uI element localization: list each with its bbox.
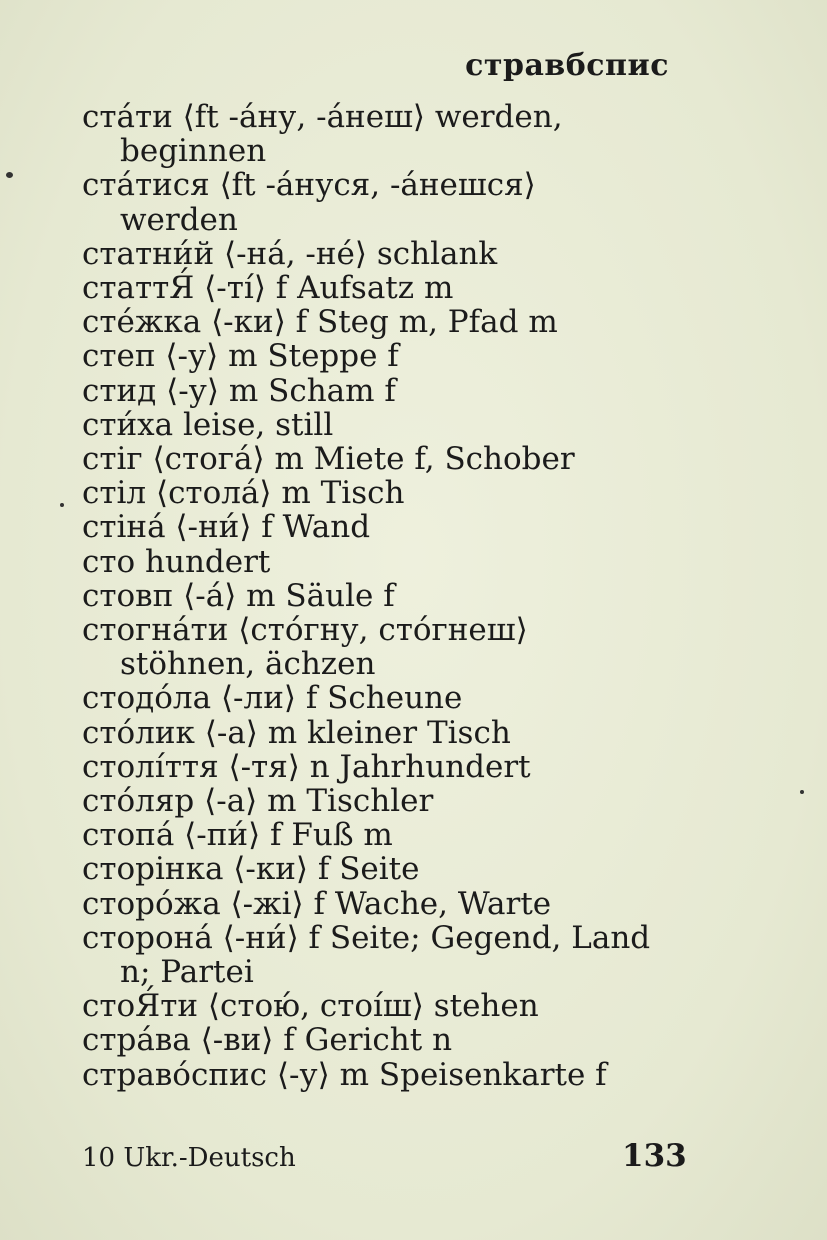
entry-line: статни́й ⟨-нá, -нé⟩ schlank [82,235,498,272]
dictionary-entry [82,716,682,750]
dictionary-entry [82,681,682,715]
entry-line: сти́ха leise, still [82,406,334,443]
entry-continuation: stöhnen, ächzen [120,646,376,683]
entry-continuation: werden [120,201,238,238]
dictionary-entry [82,305,682,339]
entry-line: сторонá ⟨-ни́⟩ f Seite; Gegend, Land [82,919,651,956]
dictionary-entry [82,989,682,1023]
dictionary-entry [82,374,682,408]
dictionary-entry [82,442,682,476]
dictionary-entry [82,339,682,373]
entry-line: сторiнка ⟨-ки⟩ f Seite [82,851,420,888]
entry-line: стáтися ⟨ft -áнуся, -áнешся⟩ [82,167,536,204]
entry-line: стáти ⟨ft -áну, -áнеш⟩ werden, [82,99,563,135]
dictionary-entry [82,408,682,442]
running-head: стравбспис [465,48,669,83]
dictionary-entry [82,613,682,681]
entry-line: стiл ⟨столá⟩ m Tisch [82,475,405,512]
entry-line: стид ⟨-у⟩ m Scham f [82,372,396,409]
entry-line: стопá ⟨-пи́⟩ f Fuß m [82,817,393,854]
entry-line: стóлик ⟨-а⟩ m kleiner Tisch [82,714,511,751]
entry-line: стоЯ́ти ⟨стою́, стоі́ш⟩ stehen [82,988,539,1025]
page-number: 133 [622,1138,687,1174]
entry-list [82,100,682,1092]
dictionary-entry [82,852,682,886]
ink-speck [6,172,13,178]
dictionary-entry [82,237,682,271]
dictionary-entry [82,271,682,305]
entry-line: стогнáти ⟨стóгну, стóгнеш⟩ [82,612,528,649]
entry-line: стовп ⟨-á⟩ m Säule f [82,577,395,614]
entry-line: сто hundert [82,543,271,580]
entry-line: стодóла ⟨-ли⟩ f Scheune [82,680,463,717]
dictionary-entry [82,545,682,579]
dictionary-entry [82,887,682,921]
entry-line: стiнá ⟨-ни́⟩ f Wand [82,509,371,546]
dictionary-entry [82,476,682,510]
entry-line: столíття ⟨-тя⟩ n Jahrhundert [82,748,531,785]
entry-continuation: n; Partei [120,954,254,991]
dictionary-entry [82,750,682,784]
entry-line: стiг ⟨стогá⟩ m Miete f, Schober [82,441,575,478]
ink-speck [60,503,64,507]
entry-line: стóляр ⟨-а⟩ m Tischler [82,783,434,820]
entry-line: сторóжа ⟨-жi⟩ f Wache, Warte [82,885,552,922]
entry-continuation: beginnen [120,133,267,170]
dictionary-entry [82,818,682,852]
dictionary-entry [82,579,682,613]
entry-line: стравóспис ⟨-у⟩ m Speisenkarte f [82,1056,607,1093]
entry-line: статтЯ́ ⟨-тí⟩ f Aufsatz m [82,270,454,307]
dictionary-entry [82,784,682,818]
dictionary-entry [82,1023,682,1057]
dictionary-entry [82,1058,682,1092]
entry-line: стéжка ⟨-ки⟩ f Steg m, Pfad m [82,304,558,341]
entry-line: стрáва ⟨-ви⟩ f Gericht n [82,1022,453,1059]
dictionary-entry [82,921,682,989]
ink-speck [800,790,804,794]
dictionary-entry [82,168,682,236]
dictionary-entry [82,100,682,168]
dictionary-entry [82,510,682,544]
signature-mark: 10 Ukr.-Deutsch [82,1143,296,1173]
entry-line: степ ⟨-у⟩ m Steppe f [82,338,399,375]
